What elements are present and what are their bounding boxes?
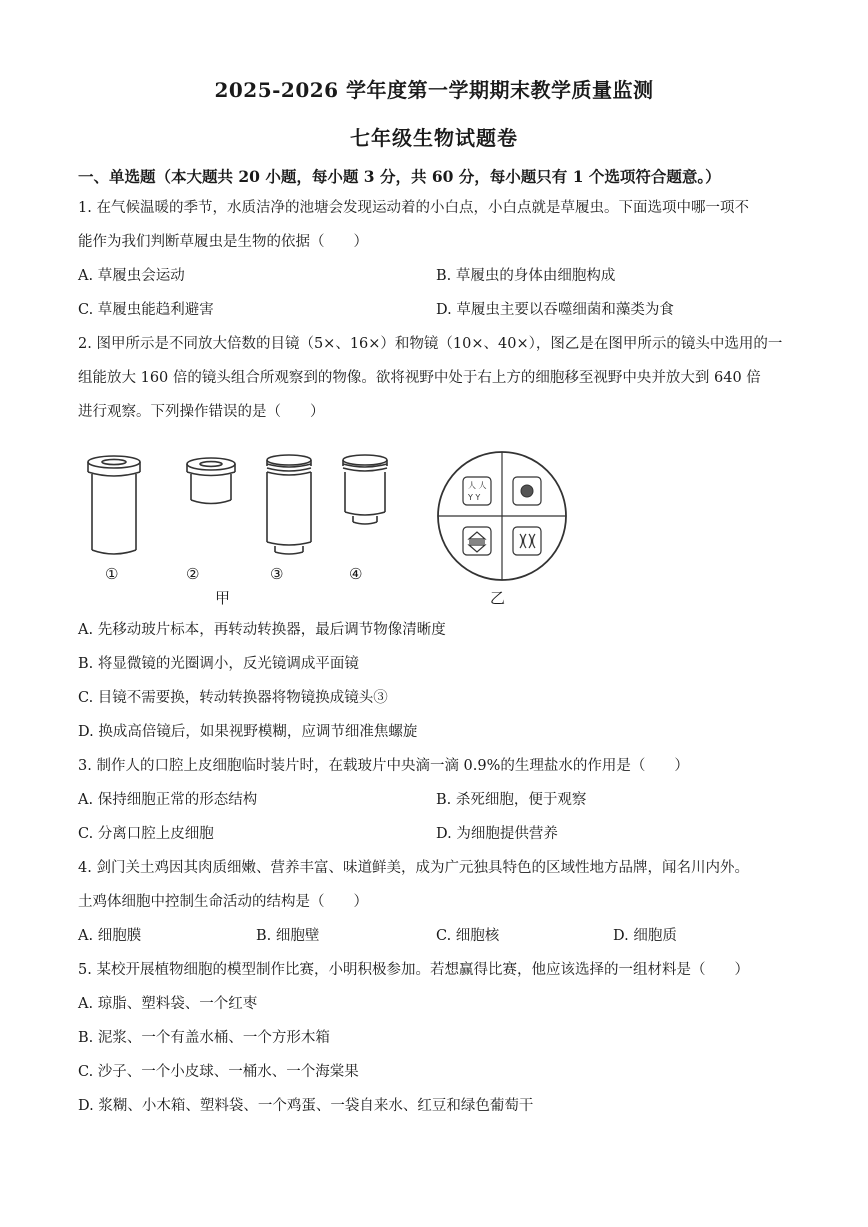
q3-option-a: A. 保持细胞正常的形态结构 bbox=[78, 792, 258, 808]
q5-stem: 5. 某校开展植物细胞的模型制作比赛，小明积极参加。若想赢得比赛，他应该选择的一组材料是（ ） bbox=[78, 962, 749, 978]
svg-text:人 人: 人 人 bbox=[468, 481, 487, 490]
q4-option-d: D. 细胞质 bbox=[613, 928, 677, 944]
cell-bottom-left-icon bbox=[463, 527, 491, 555]
q5-option-d: D. 浆糊、小木箱、塑料袋、一个鸡蛋、一袋自来水、红豆和绿色葡萄干 bbox=[78, 1098, 534, 1114]
figure-yi-label: 乙 bbox=[490, 589, 506, 607]
q5-option-c: C. 沙子、一个小皮球、一桶水、一个海棠果 bbox=[78, 1064, 359, 1080]
q2-option-c: C. 目镜不需要换，转动转换器将物镜换成镜头③ bbox=[78, 690, 388, 706]
q1-option-a: A. 草履虫会运动 bbox=[78, 268, 185, 284]
lens-label-3: ③ bbox=[270, 565, 284, 583]
lens-1-eyepiece-icon bbox=[88, 456, 140, 554]
q4-option-c: C. 细胞核 bbox=[436, 928, 500, 944]
lens-label-1: ① bbox=[105, 565, 119, 583]
q4-stem-line1: 4. 剑门关土鸡因其肉质细嫩、营养丰富、味道鲜美，成为广元独具特色的区域性地方品牌，闻名川内外。 bbox=[78, 860, 749, 876]
figure-jia-lenses bbox=[78, 450, 418, 570]
q2-stem-line3: 进行观察。下列操作错误的是（ ） bbox=[78, 404, 325, 420]
q5-option-b: B. 泥浆、一个有盖水桶、一个方形木箱 bbox=[78, 1030, 330, 1046]
figure-yi-field-of-view bbox=[432, 446, 572, 586]
q4-stem-line2: 土鸡体细胞中控制生命活动的结构是（ ） bbox=[78, 894, 368, 910]
lens-4-objective-icon bbox=[343, 455, 387, 524]
cell-top-left-icon bbox=[463, 477, 491, 505]
q4-option-b: B. 细胞壁 bbox=[256, 928, 320, 944]
q2-option-a: A. 先移动玻片标本，再转动转换器，最后调节物像清晰度 bbox=[78, 622, 446, 638]
exam-title: 2025-2026 学年度第一学期期末教学质量监测 bbox=[214, 78, 654, 102]
q3-stem: 3. 制作人的口腔上皮细胞临时装片时，在载玻片中央滴一滴 0.9%的生理盐水的作用是（ ） bbox=[78, 758, 689, 774]
q3-option-c: C. 分离口腔上皮细胞 bbox=[78, 826, 214, 842]
q4-option-a: A. 细胞膜 bbox=[78, 928, 142, 944]
q2-stem-line1: 2. 图甲所示是不同放大倍数的目镜（5×、16×）和物镜（10×、40×），图乙是在图甲所示的镜头中选用的一 bbox=[78, 336, 783, 352]
exam-subtitle: 七年级生物试题卷 bbox=[350, 126, 518, 150]
q2-stem-line2: 组能放大 160 倍的镜头组合所观察到的物像。欲将视野中处于右上方的细胞移至视野中央并放大到 640 倍 bbox=[78, 370, 761, 386]
lens-label-2: ② bbox=[186, 565, 200, 583]
q1-option-d: D. 草履虫主要以吞噬细菌和藻类为食 bbox=[436, 302, 674, 318]
lens-3-objective-icon bbox=[267, 455, 311, 554]
svg-text:Y Y: Y Y bbox=[468, 493, 481, 502]
q1-stem-line2: 能作为我们判断草履虫是生物的依据（ ） bbox=[78, 234, 368, 250]
cell-top-right-icon bbox=[513, 477, 541, 505]
q2-option-d: D. 换成高倍镜后，如果视野模糊，应调节细准焦螺旋 bbox=[78, 724, 418, 740]
lens-label-4: ④ bbox=[349, 565, 363, 583]
q1-stem-line1: 1. 在气候温暖的季节，水质洁净的池塘会发现运动着的小白点，小白点就是草履虫。下面选项中哪一项不 bbox=[78, 200, 749, 216]
q5-option-a: A. 琼脂、塑料袋、一个红枣 bbox=[78, 996, 258, 1012]
section-heading: 一、单选题（本大题共 20 小题，每小题 3 分，共 60 分，每小题只有 1 个选项符合题意。） bbox=[78, 167, 721, 186]
figure-jia-label: 甲 bbox=[215, 589, 231, 607]
lens-2-eyepiece-icon bbox=[187, 458, 235, 504]
q2-option-b: B. 将显微镜的光圈调小，反光镜调成平面镜 bbox=[78, 656, 359, 672]
q1-option-c: C. 草履虫能趋利避害 bbox=[78, 302, 214, 318]
q3-option-d: D. 为细胞提供营养 bbox=[436, 826, 558, 842]
q1-option-b: B. 草履虫的身体由细胞构成 bbox=[436, 268, 616, 284]
cell-bottom-right-icon bbox=[513, 527, 541, 555]
q3-option-b: B. 杀死细胞，便于观察 bbox=[436, 792, 587, 808]
